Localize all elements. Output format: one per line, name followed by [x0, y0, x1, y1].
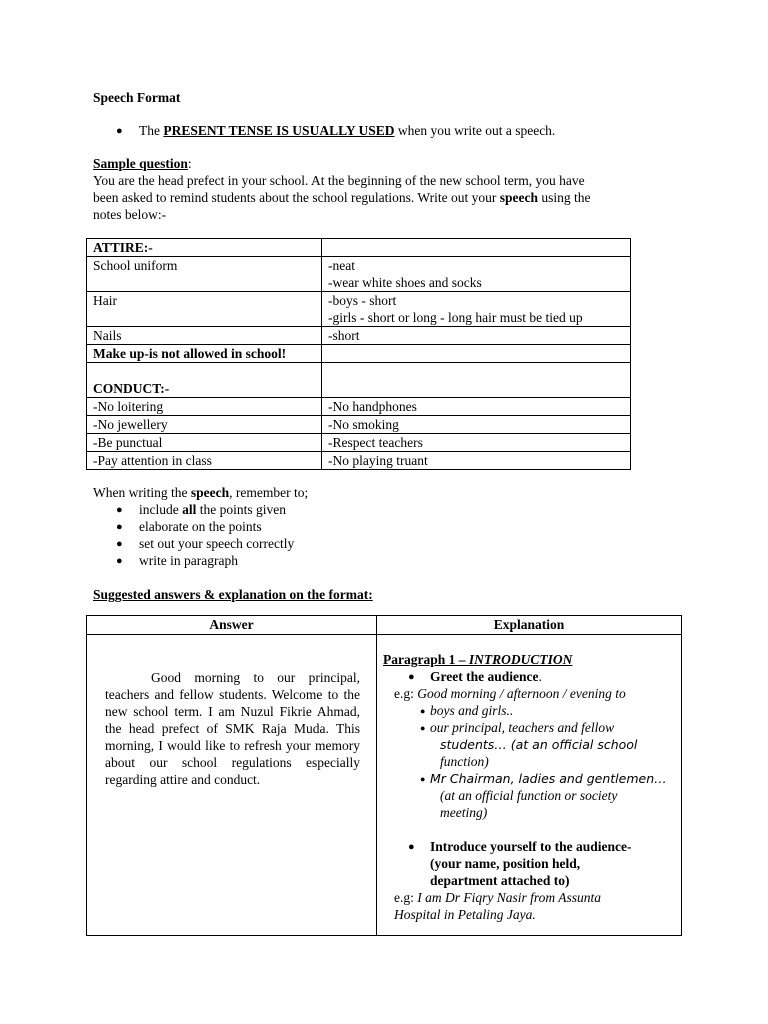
- table-row: Nails -short: [87, 327, 631, 345]
- present-tense-note: The PRESENT TENSE IS USUALLY USED when you write out a speech.: [139, 123, 556, 138]
- suggested-answers-heading: Suggested answers & explanation on the format:: [93, 587, 373, 602]
- table-row: -No jewellery -No smoking: [87, 416, 631, 434]
- page-title: Speech Format: [93, 90, 181, 105]
- bullet-icon: ●: [420, 774, 426, 784]
- list-item: Mr Chairman, ladies and gentlemen…: [430, 771, 667, 786]
- regulation-notes-table: [86, 238, 631, 470]
- answer-cell: [87, 635, 377, 936]
- list-item: boys and girls..: [430, 703, 514, 718]
- bullet-icon: ●: [116, 504, 123, 516]
- table-row: -Be punctual -Respect teachers: [87, 434, 631, 452]
- bullet-icon: ●: [420, 723, 426, 733]
- list-item-continued: (at an official function or society: [440, 788, 618, 803]
- list-item: include all the points given: [139, 502, 287, 517]
- table-row: -Pay attention in class -No playing truant: [87, 452, 631, 470]
- answer-column-header: Answer: [87, 616, 377, 635]
- bullet-icon: ●: [116, 538, 123, 550]
- list-item: elaborate on the points: [139, 519, 262, 534]
- explanation-cell: [377, 635, 682, 936]
- greet-point: Greet the audience.: [430, 669, 542, 684]
- bullet-icon: ●: [116, 555, 123, 567]
- bullet-icon: ●: [408, 671, 415, 683]
- list-item: set out your speech correctly: [139, 536, 295, 551]
- list-item: write in paragraph: [139, 553, 238, 568]
- list-item-continued: function): [440, 754, 489, 769]
- sample-question-text: You are the head prefect in your school. At the beginning of the new school term, you have been asked to remind students about the school regulations. Write out your speech using the notes below:-: [93, 173, 591, 222]
- sample-question-heading: Sample question:: [93, 156, 192, 171]
- answer-explanation-table: [86, 615, 682, 936]
- list-item: our principal, teachers and fellow: [430, 720, 615, 735]
- introduce-example: e.g: I am Dr Fiqry Nasir from Assunta: [394, 890, 602, 905]
- makeup-row: Make up-is not allowed in school!: [87, 345, 631, 363]
- greet-example: e.g: Good morning / afternoon / evening to: [394, 686, 626, 701]
- list-item-continued: meeting): [440, 805, 488, 820]
- table-row: School uniform -neat -wear white shoes and socks: [87, 257, 631, 292]
- introduce-example-continued: Hospital in Petaling Jaya.: [394, 907, 536, 922]
- list-item-continued: students… (at an official school: [440, 737, 638, 752]
- bullet-icon: ●: [408, 841, 415, 853]
- answer-text: Good morning to our principal, teachers and fellow students. Welcome to the new school term. I am Nuzul Fikrie Ahmad, the head prefect of SMK Raja Muda. This morning, I would like to refresh your memory about our school regulations especially regarding attire and conduct.: [105, 670, 360, 787]
- bullet-icon: ●: [116, 521, 123, 533]
- table-row: -No loitering -No handphones: [87, 398, 631, 416]
- explanation-column-header: Explanation: [377, 616, 682, 635]
- bullet-icon: ●: [420, 706, 426, 716]
- introduce-point: Introduce yourself to the audience- (your name, position held, department attached to): [430, 839, 632, 888]
- table-row: Hair -boys - short -girls - short or long - long hair must be tied up: [87, 292, 631, 327]
- conduct-heading-row: CONDUCT:-: [87, 363, 631, 398]
- attire-heading: ATTIRE:-: [87, 239, 322, 257]
- paragraph-1-label: Paragraph 1 – INTRODUCTION: [383, 652, 573, 667]
- remember-intro: When writing the speech, remember to;: [93, 485, 309, 500]
- bullet-icon: ●: [116, 125, 123, 137]
